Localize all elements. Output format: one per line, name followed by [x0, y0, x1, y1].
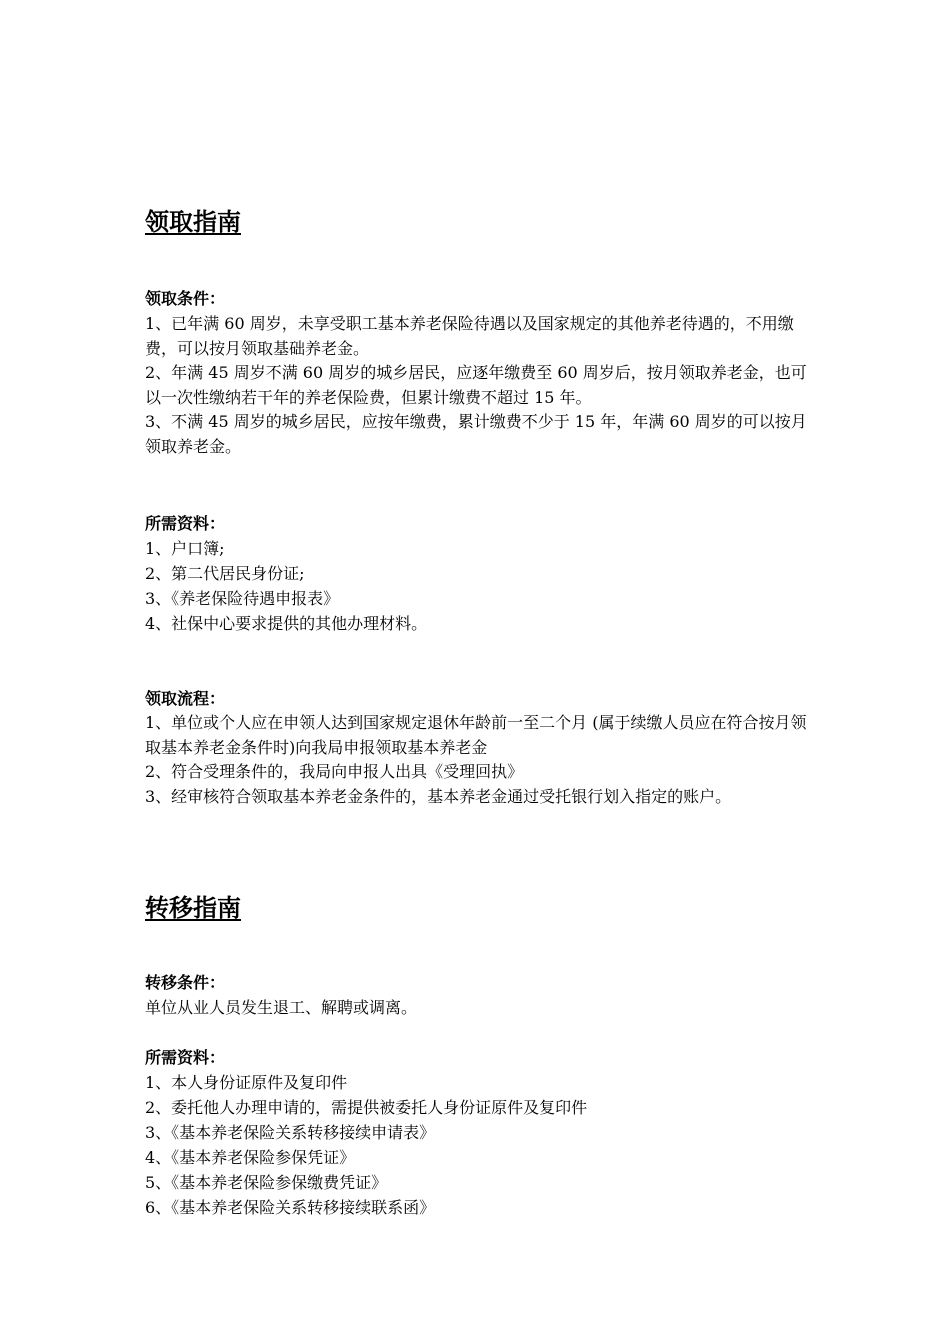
claim-process-label: 领取流程：	[145, 689, 226, 708]
claim-process-list	[145, 711, 810, 809]
list-item: 5、《基本养老保险参保缴费凭证》	[145, 1173, 388, 1192]
list-item: 2、委托他人办理申请的，需提供被委托人身份证原件及复印件	[145, 1098, 588, 1117]
claim-conditions-label: 领取条件：	[145, 289, 226, 308]
list-item: 1、户口簿;	[145, 539, 225, 558]
section-title-claim-guide: 领取指南	[145, 207, 241, 236]
list-item: 4、《基本养老保险参保凭证》	[145, 1148, 356, 1167]
list-item: 3、不满 45 周岁的城乡居民，应按年缴费，累计缴费不少于 15 年，年满 60 周岁的可以按月领取养老金。	[145, 412, 807, 456]
list-item: 1、本人身份证原件及复印件	[145, 1073, 348, 1092]
list-item: 2、第二代居民身份证;	[145, 564, 305, 583]
list-item: 4、社保中心要求提供的其他办理材料。	[145, 614, 428, 633]
transfer-materials-label: 所需资料：	[145, 1048, 226, 1067]
section-title-transfer-guide: 转移指南	[145, 893, 241, 922]
transfer-conditions-label: 转移条件：	[145, 973, 226, 992]
list-item: 1、单位或个人应在申领人达到国家规定退休年龄前一至二个月 (属于续缴人员应在符合按月领取基本养老金条件时)向我局申报领取基本养老金	[145, 713, 807, 757]
list-item: 6、《基本养老保险关系转移接续联系函》	[145, 1198, 436, 1217]
list-item: 2、年满 45 周岁不满 60 周岁的城乡居民，应逐年缴费至 60 周岁后，按月领取养老金，也可以一次性缴纳若干年的养老保险费，但累计缴费不超过 15 年。	[145, 363, 807, 407]
claim-conditions-list	[145, 312, 810, 459]
list-item: 3、《基本养老保险关系转移接续申请表》	[145, 1123, 436, 1142]
list-item: 1、已年满 60 周岁，未享受职工基本养老保险待遇以及国家规定的其他养老待遇的，不用缴费，可以按月领取基础养老金。	[145, 314, 794, 358]
list-item: 2、符合受理条件的，我局向申报人出具《受理回执》	[145, 762, 524, 781]
list-item: 3、经审核符合领取基本养老金条件的，基本养老金通过受托银行划入指定的账户。	[145, 786, 732, 806]
transfer-conditions-text: 单位从业人员发生退工、解聘或调离。	[145, 998, 418, 1017]
claim-materials-label: 所需资料：	[145, 514, 226, 533]
list-item: 3、《养老保险待遇申报表》	[145, 589, 340, 608]
